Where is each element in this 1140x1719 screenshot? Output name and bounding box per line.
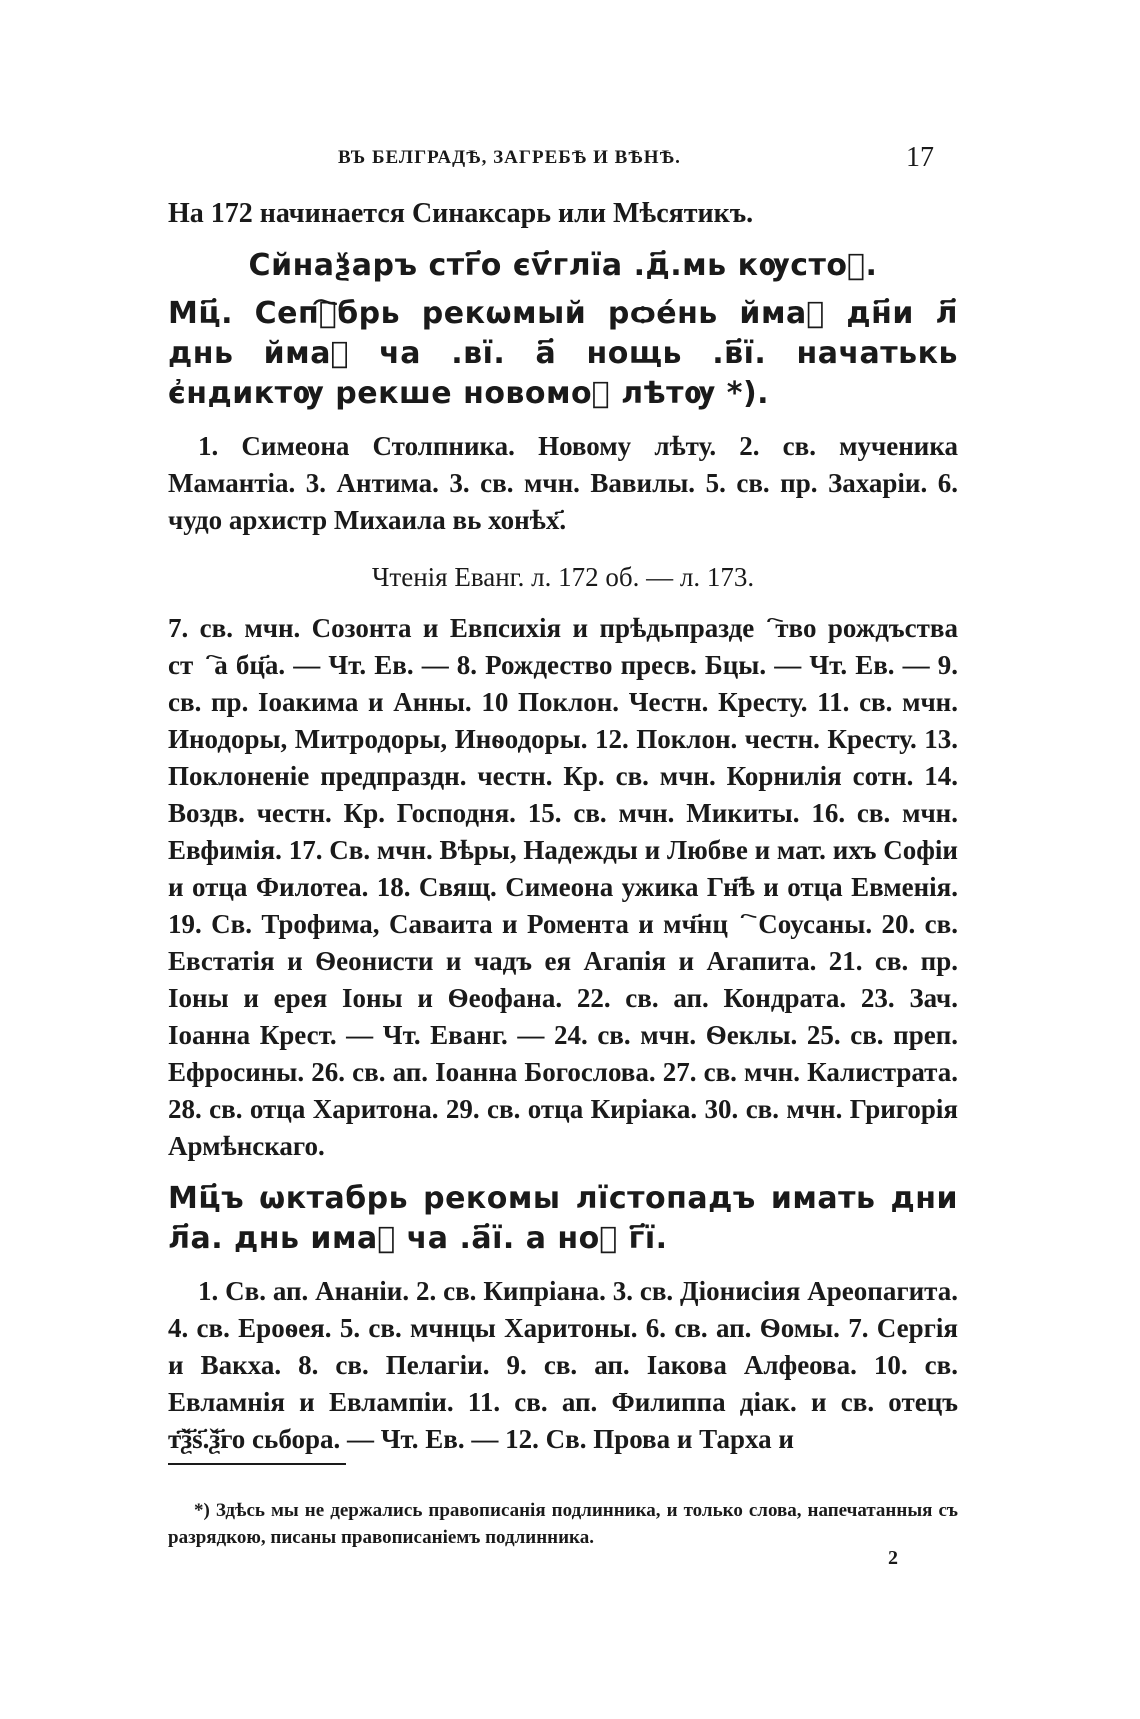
page-number: 17 [906, 142, 934, 173]
signature-mark: 2 [888, 1547, 898, 1569]
september-feasts: 7. св. мчн. Созонта и Евпсихія и прѣдьпраздеⷭ҇тво рождъства стⷤ҇а бц҃а. — Чт. Ев. — 8. Рождество пресв. Бцы. — Чт. Ев. — 9. св. пр. Іоакима и Анны. 10 Поклон. Честн. Кресту. 11. св. мчн. Инодоры, Митродоры, Инѳодоры. 12. Поклон. честн. Кресту. 13. Поклоненіе предпраздн. честн. Кр. св. мчн. Корнилія сотн. 14. Воздв. честн. Кр. Господня. 15. св. мчн. Микиты. 16. св. мчн. Евфимія. 17. Св. мчн. Вѣры, Надежды и Любве и мат. ихъ Софіи и отца Филотеа. 18. Свящ. Симеона ужика Гн҃ѣ и отца Евменія. 19. Св. Трофима, Саваита и Ромента и мч҃нцⷤ҇ Соусаны. 20. св. Евстатія и Ѳеонисти и чадъ ея Агапія и Агапита. 21. св. пр. Іоны и ерея Іоны и Ѳеофана. 22. св. ап. Кондрата. 23. Зач. Іоанна Крест. — Чт. Еванг. — 24. св. мчн. Ѳеклы. 25. св. преп. Ефросины. 26. св. ап. Іоанна Богослова. 27. св. мчн. Калистрата. 28. св. отца Харитона. 29. св. отца Киріака. 30. св. мчн. Григорія Армѣнскаго. [168, 613, 958, 1161]
running-title: ВЪ БЕЛГРАДѢ, ЗАГРЕБѢ И ВѢНѢ. [338, 147, 681, 168]
running-head [168, 142, 958, 186]
october-heading: Мц҃ъ ѡктабрь рекомы лїстопадъ имать дни л҃а. днь имаⷮ ча .а҃ї. а ноⷮ г҃ї. [168, 1181, 958, 1256]
september-saints: 1. Симеона Столпника. Новому лѣту. 2. св. мученика Мамантіа. 3. Антима. 3. св. мчн. Вавилы. 5. св. пр. Захаріи. 6. чудо архистр Михаила вь хонѣх҃. [168, 431, 958, 535]
body-text [168, 195, 958, 1458]
october-feasts: 1. Св. ап. Ананіи. 2. св. Кипріана. 3. св. Діонисіия Ареопагита. 4. св. Ероѳея. 5. св. мчнцы Харитоны. 6. св. ап. Ѳомы. 7. Сергія и Вакха. 8. св. Пелагіи. 9. св. ап. Іакова Алфеова. 10. св. Евламнія и Евлампіи. 11. св. ап. Филиппа діак. и св. отецъ т҃ѯ҃ѕ҃.ѯ҃го сьбора. — Чт. Ев. — 12. Св. Прова и Тарха и [168, 1276, 958, 1454]
readings-line: Чтенія Еванг. л. 172 об. — л. 173. [371, 562, 755, 592]
footnote: *) Здѣсь мы не держались правописанія подлинника, и только слова, напечатанныя съ разрядкою, писаны правописаніемъ подлинника. [168, 1500, 958, 1548]
slavonic-title: Сйнаѯаръ стг҃о єѵ҃глїа .д҃.мь кѹстоⷨ. [248, 248, 878, 283]
september-heading: Мц҃. Сепⷮ҇брь рекѡмый рѻе́нь ймаⷮ дн҃и л҃ днь ймаⷮ ча .вї. а҃ нощь .в҃ї. начатькь є҆ндиктѹ рекше новомоⷪ лѣтѹ *). [168, 296, 958, 411]
book-page [168, 0, 958, 1719]
intro-line: На 172 начинается Синаксарь или Мѣсятикъ. [168, 198, 754, 229]
footnote-rule [168, 1463, 346, 1465]
